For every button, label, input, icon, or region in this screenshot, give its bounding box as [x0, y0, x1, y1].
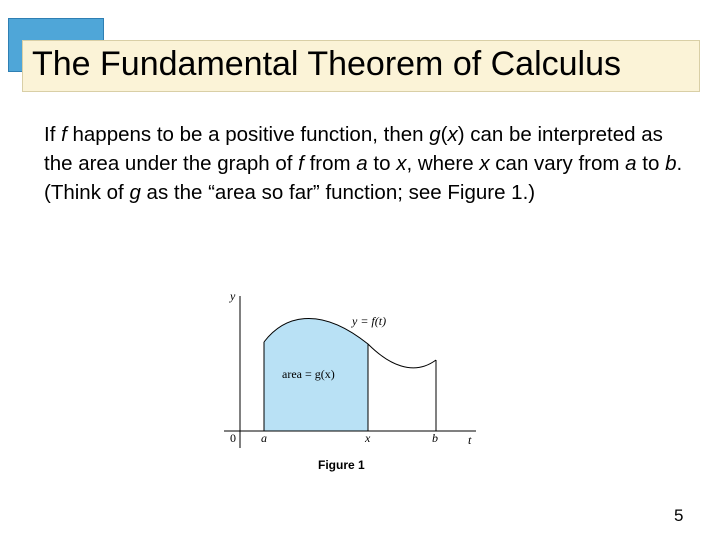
body-paragraph: If f happens to be a positive function, then g(x) can be interpreted as the area under the graph of f from a to x, where x can vary from a to b. (Think of g as the “area so far” function; see Figure 1.) [44, 123, 683, 204]
origin-label: 0 [230, 431, 236, 445]
tick-x-label: x [365, 431, 371, 445]
area-label: area = g(x) [282, 367, 335, 381]
t-axis-label: t [468, 433, 472, 447]
figure-caption: Figure 1 [318, 458, 365, 472]
area-figure [218, 282, 488, 454]
page-number: 5 [674, 506, 684, 525]
tick-a-label: a [261, 431, 267, 445]
slide-title: The Fundamental Theorem of Calculus [32, 45, 622, 83]
tick-b-label: b [432, 431, 438, 445]
y-axis-label: y [230, 289, 236, 303]
curve-label: y = f(t) [352, 314, 387, 328]
